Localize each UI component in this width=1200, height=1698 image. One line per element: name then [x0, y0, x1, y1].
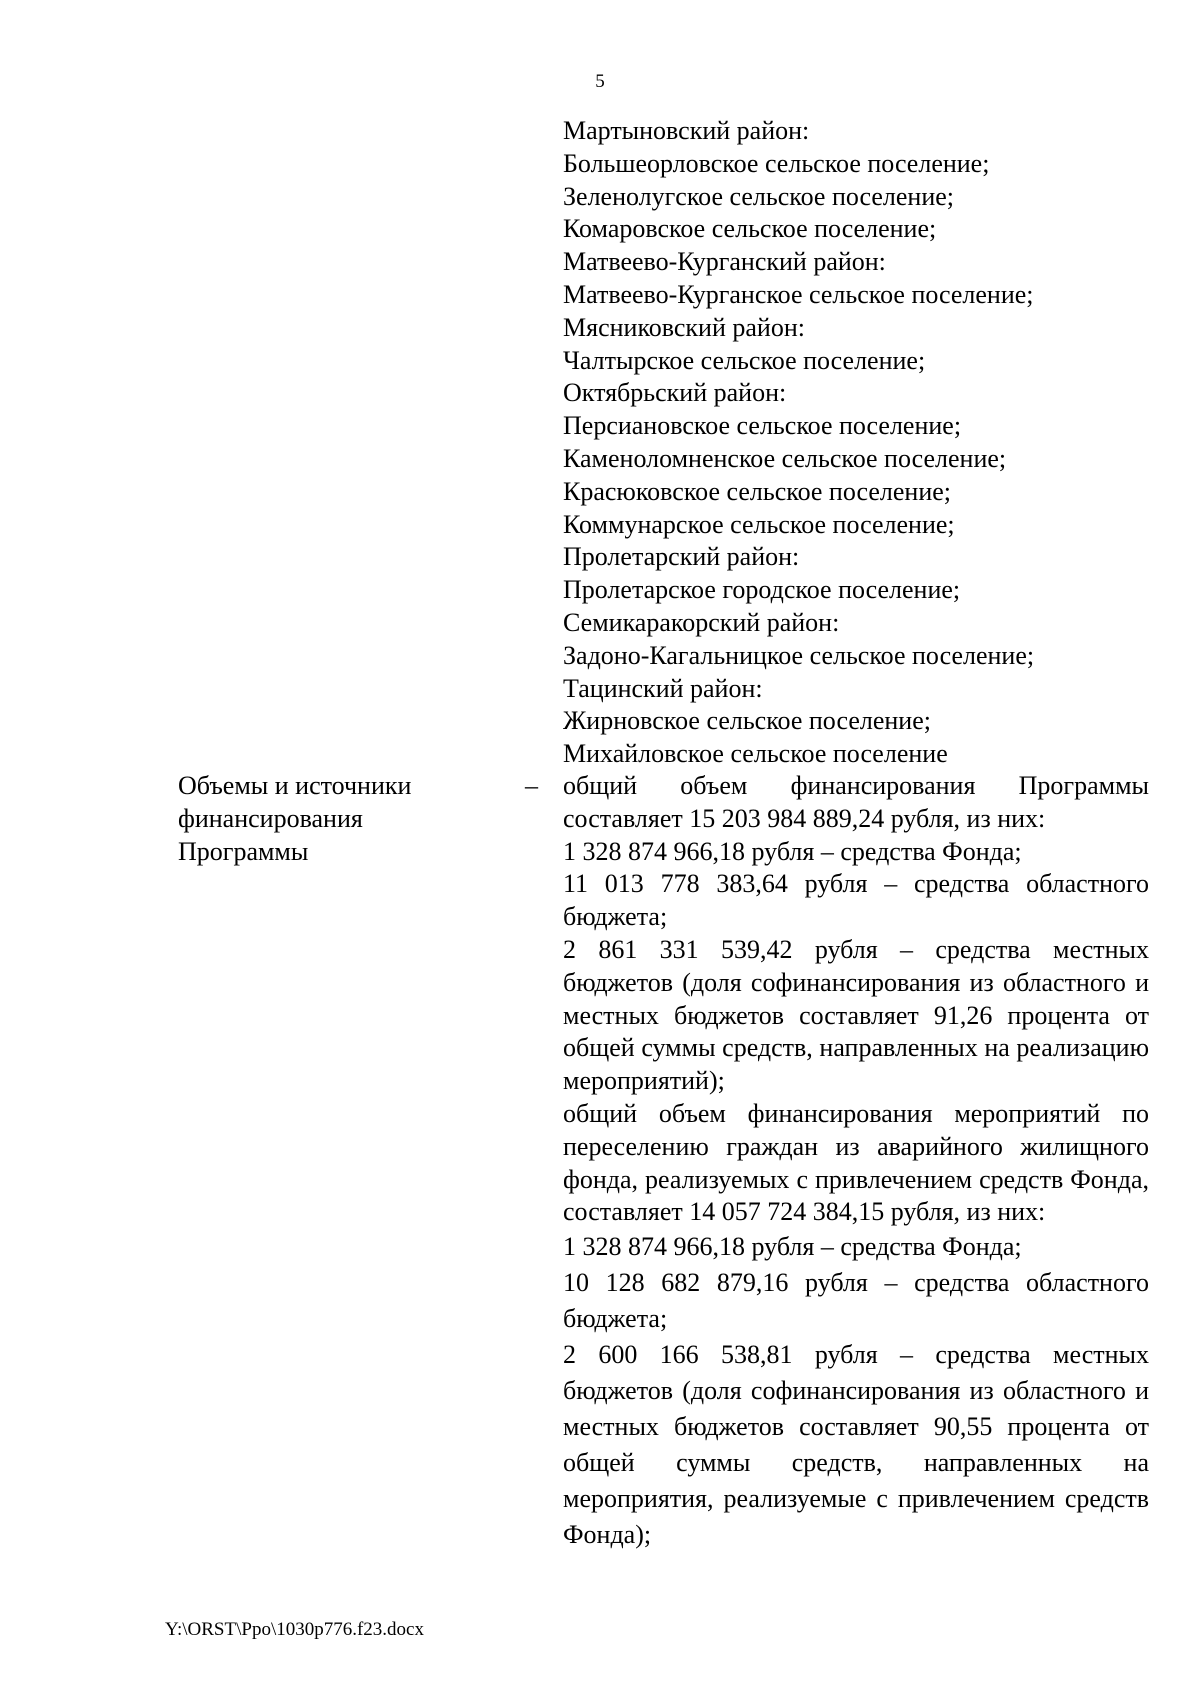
- list-item: Чалтырское сельское поселение;: [563, 345, 926, 375]
- list-item: Каменоломненское сельское поселение;: [563, 443, 1007, 473]
- list-item: Красюковское сельское поселение;: [563, 476, 951, 506]
- label-dash: –: [525, 771, 538, 800]
- list-item: Персиановское сельское поселение;: [563, 411, 962, 441]
- list-item: Тацинский район:: [563, 673, 763, 703]
- financing-paragraph: 11 013 778 383,64 рубля – средства областного бюджета;: [563, 869, 1149, 932]
- page-number: 5: [595, 71, 605, 92]
- list-item: Пролетарский район:: [563, 542, 800, 572]
- financing-paragraph: общий объем финансирования мероприятий по переселению граждан из аварийного жилищного фонда, реализуемых с привлечением средств Фонда, составляет 14 057 724 384,15 рубля, из них:: [563, 1098, 1149, 1227]
- financing-paragraph: 2 600 166 538,81 рубля – средства местных бюджетов (доля софинансирования из областного и местных бюджетов составляет 90,55 процента от общей суммы средств, направленных на мероприятия, реализуемые с привлечением средств Фонда);: [563, 1340, 1149, 1550]
- list-item: Пролетарское городское поселение;: [563, 575, 961, 605]
- list-item: Мартыновский район:: [563, 116, 810, 145]
- list-item: Задоно-Кагальницкое сельское поселение;: [563, 640, 1035, 670]
- financing-paragraph: 2 861 331 539,42 рубля – средства местных бюджетов (доля софинансирования из областного и местных бюджетов составляет 91,26 процента от общей суммы средств, направленных на реализацию мероприятий);: [563, 934, 1149, 1096]
- financing-paragraph: 1 328 874 966,18 рубля – средства Фонда;: [563, 1232, 1022, 1262]
- list-item: Матвеево-Курганское сельское поселение;: [563, 279, 1034, 309]
- financing-paragraph: общий объем финансирования Программы составляет 15 203 984 889,24 рубля, из них:: [563, 771, 1149, 833]
- list-item: Большеорловское сельское поселение;: [563, 148, 990, 178]
- list-item: Мясниковский район:: [563, 312, 805, 342]
- list-item: Семикаракорский район:: [563, 607, 840, 637]
- financing-paragraph: 10 128 682 879,16 рубля – средства областного бюджета;: [563, 1268, 1149, 1334]
- list-item: Зеленолугское сельское поселение;: [563, 181, 955, 211]
- list-item: Коммунарское сельское поселение;: [563, 509, 955, 539]
- footer-file-path: Y:\ORST\Ppo\1030p776.f23.docx: [165, 1619, 424, 1640]
- list-item: Октябрьский район:: [563, 378, 787, 408]
- financing-label: Объемы и источники финансирования Программы: [178, 771, 412, 866]
- financing-content: [563, 770, 1149, 1553]
- financing-paragraph: 1 328 874 966,18 рубля – средства Фонда;: [563, 836, 1022, 866]
- list-item: Комаровское сельское поселение;: [563, 214, 937, 244]
- list-item: Матвеево-Курганский район:: [563, 247, 886, 277]
- districts-list: [563, 115, 1163, 771]
- list-item: Жирновское сельское поселение;: [563, 706, 931, 736]
- list-item: Михайловское сельское поселение: [563, 739, 948, 769]
